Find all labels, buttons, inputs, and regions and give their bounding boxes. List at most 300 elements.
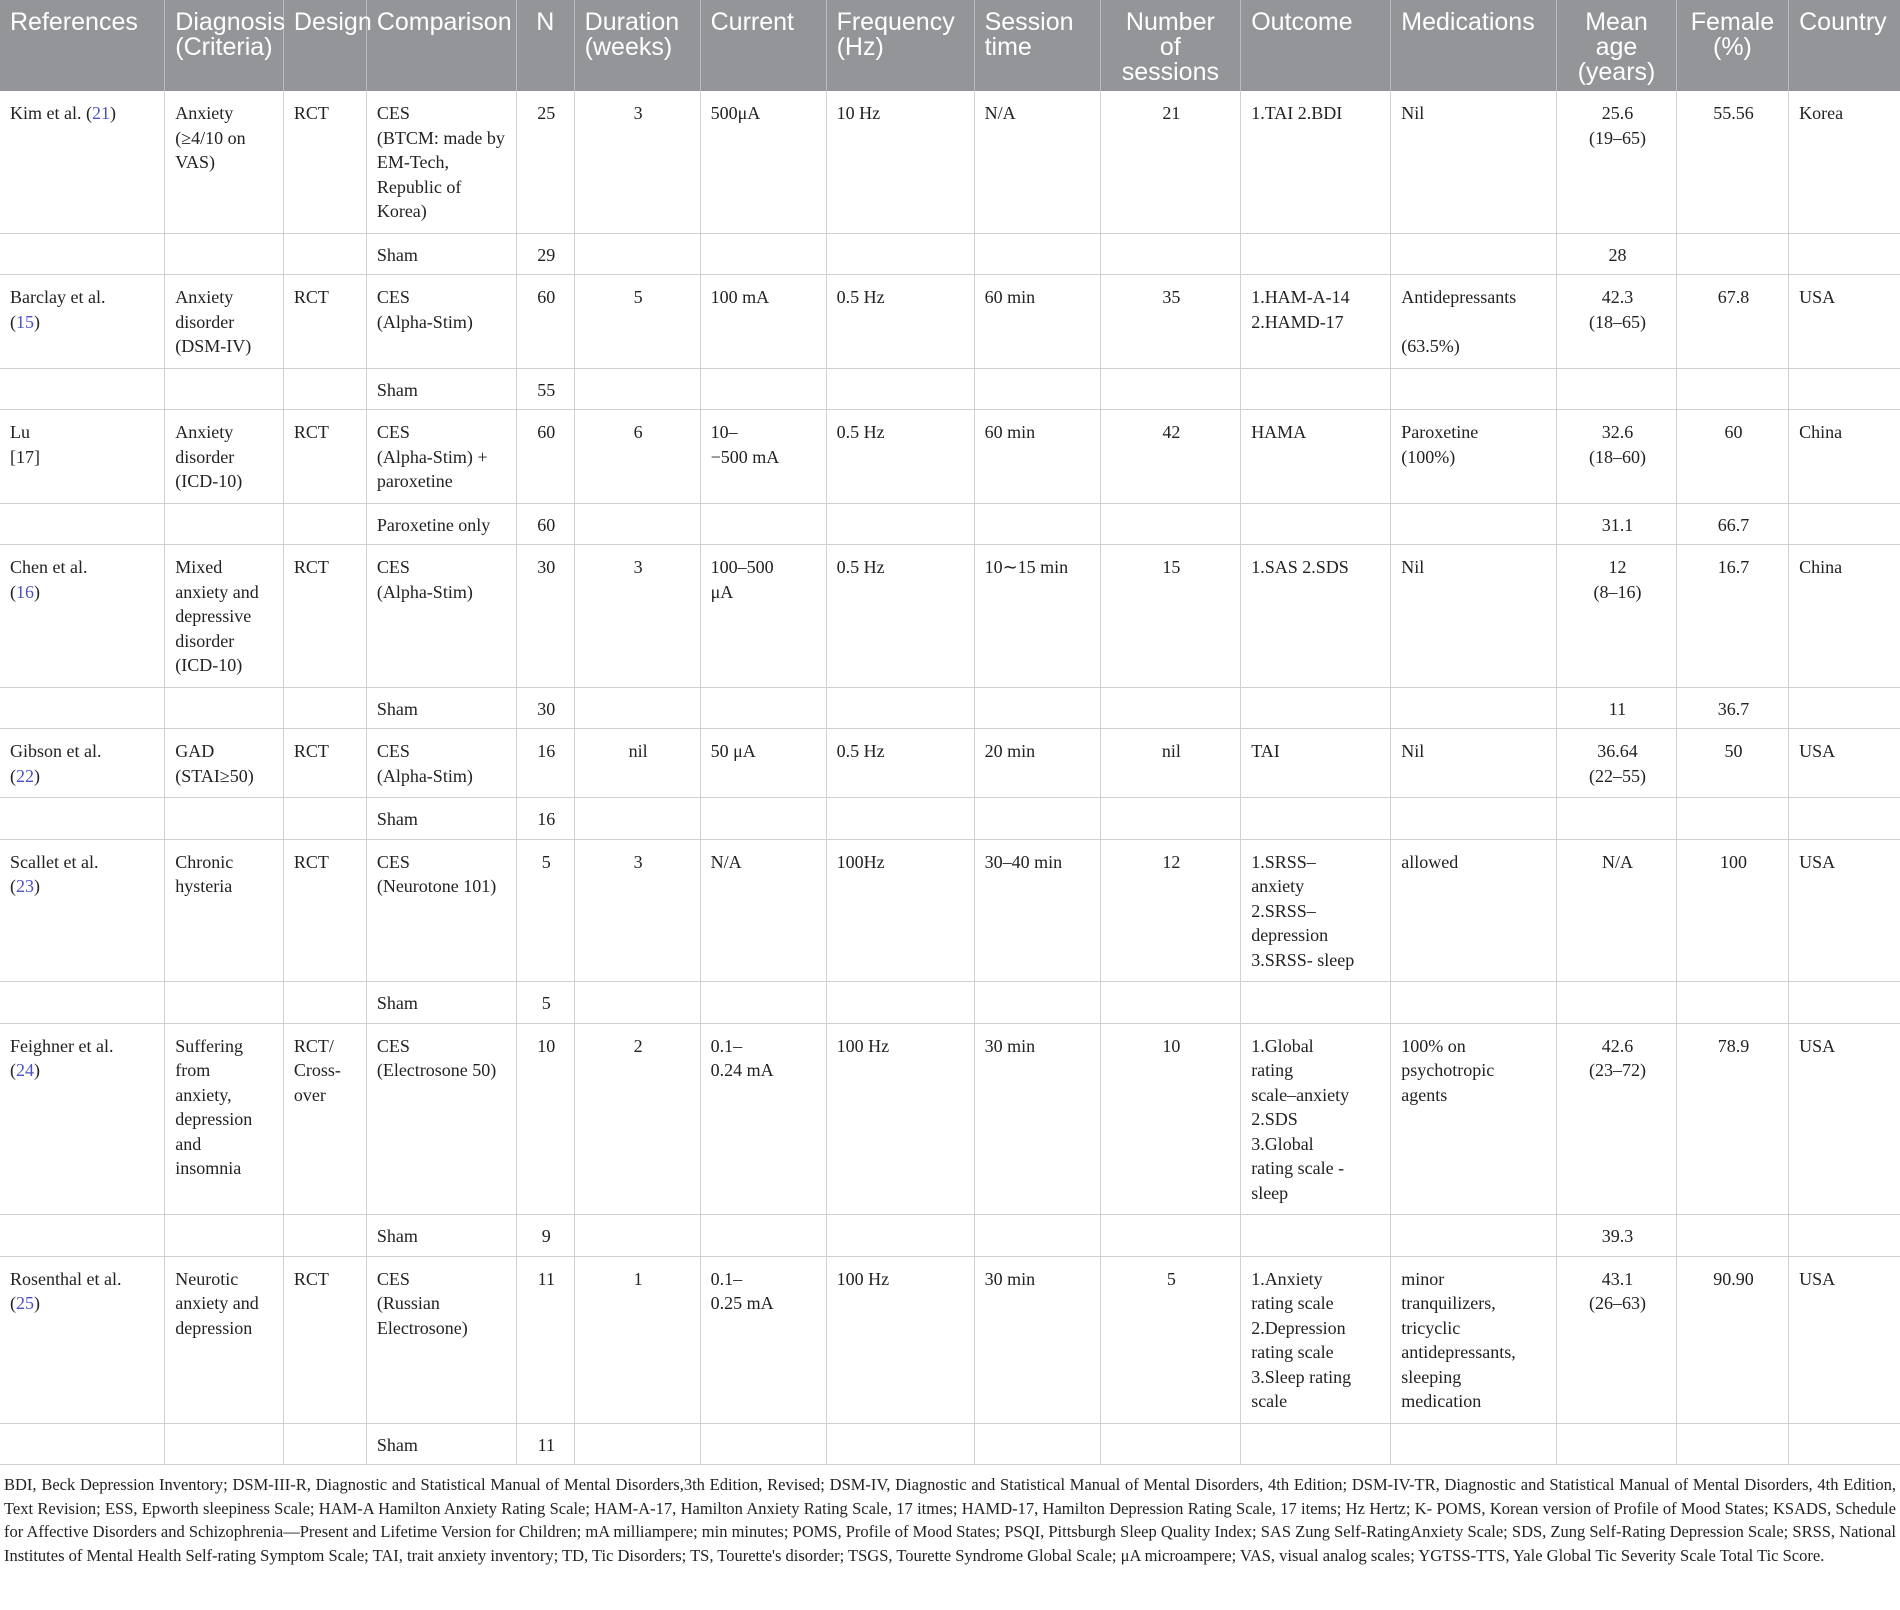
cell-frequency <box>826 798 974 840</box>
cell-references <box>0 368 165 410</box>
header-mean-age-line: Mean <box>1585 8 1648 36</box>
cell-n: 5 <box>516 839 574 982</box>
cell-female-percent <box>1676 1423 1788 1465</box>
cell-comparison: Sham <box>366 1423 516 1465</box>
cell-current <box>700 687 826 729</box>
cell-medications <box>1391 982 1557 1024</box>
cell-session-time <box>974 368 1100 410</box>
header-session-time <box>974 0 1100 91</box>
cell-mean-age <box>1557 798 1677 840</box>
cell-medications <box>1391 233 1557 275</box>
cell-session-time: 20 min <box>974 729 1100 798</box>
cell-number-of-sessions <box>1100 687 1241 729</box>
cell-current <box>700 233 826 275</box>
cell-mean-age: 11 <box>1557 687 1677 729</box>
cell-duration: nil <box>574 729 700 798</box>
cell-duration <box>574 503 700 545</box>
cell-design <box>283 687 366 729</box>
cell-diagnosis <box>165 687 284 729</box>
cell-country: USA <box>1789 1256 1900 1423</box>
cell-mean-age: 36.64 (22–55) <box>1557 729 1677 798</box>
cell-comparison: CES (Neurotone 101) <box>366 839 516 982</box>
table-row-comparator <box>0 798 1900 840</box>
cell-current <box>700 503 826 545</box>
reference-paren: ) <box>109 103 116 123</box>
cell-frequency <box>826 1215 974 1257</box>
cell-n: 25 <box>516 91 574 233</box>
cell-duration <box>574 1423 700 1465</box>
citation-link[interactable]: 16 <box>16 581 34 602</box>
cell-number-of-sessions <box>1100 798 1241 840</box>
cell-references <box>0 1023 165 1215</box>
cell-current: 100 mA <box>700 275 826 369</box>
reference-paren: ) <box>34 765 40 786</box>
cell-current: N/A <box>700 839 826 982</box>
cell-n: 29 <box>516 233 574 275</box>
cell-outcome: 1.TAI 2.BDI <box>1241 91 1391 233</box>
cell-diagnosis <box>165 368 284 410</box>
cell-female-percent: 78.9 <box>1676 1023 1788 1215</box>
cell-female-percent <box>1676 982 1788 1024</box>
cell-frequency <box>826 687 974 729</box>
cell-duration <box>574 687 700 729</box>
cell-country: USA <box>1789 1023 1900 1215</box>
cell-medications <box>1391 503 1557 545</box>
header-references <box>0 0 165 91</box>
header-number-of-sessions-line: sessions <box>1121 58 1219 86</box>
table-row <box>0 410 1900 504</box>
cell-outcome: 1.HAM-A-14 2.HAMD-17 <box>1241 275 1391 369</box>
cell-duration: 5 <box>574 275 700 369</box>
reference-paren: ) <box>34 876 40 896</box>
table-row-comparator <box>0 1423 1900 1465</box>
cell-current <box>700 368 826 410</box>
table-row <box>0 1256 1900 1423</box>
cell-references <box>0 1215 165 1257</box>
cell-session-time <box>974 503 1100 545</box>
cell-n: 16 <box>516 729 574 798</box>
cell-comparison: Sham <box>366 687 516 729</box>
cell-comparison: CES (Alpha-Stim) <box>366 545 516 688</box>
cell-current <box>700 1423 826 1465</box>
cell-frequency <box>826 982 974 1024</box>
cell-design <box>283 368 366 410</box>
cell-references <box>0 91 165 233</box>
cell-session-time: N/A <box>974 91 1100 233</box>
cell-number-of-sessions <box>1100 368 1241 410</box>
cell-mean-age: 43.1 (26–63) <box>1557 1256 1677 1423</box>
cell-outcome <box>1241 1423 1391 1465</box>
cell-country <box>1789 368 1900 410</box>
cell-number-of-sessions: 42 <box>1100 410 1241 504</box>
cell-design: RCT <box>283 410 366 504</box>
cell-female-percent: 67.8 <box>1676 275 1788 369</box>
cell-comparison: Sham <box>366 982 516 1024</box>
cell-medications: allowed <box>1391 839 1557 982</box>
reference-paren: ) <box>34 1060 40 1080</box>
cell-n: 11 <box>516 1423 574 1465</box>
cell-comparison: Sham <box>366 1215 516 1257</box>
cell-duration: 3 <box>574 545 700 688</box>
cell-female-percent: 36.7 <box>1676 687 1788 729</box>
cell-session-time <box>974 798 1100 840</box>
cell-frequency: 100 Hz <box>826 1023 974 1215</box>
cell-female-percent <box>1676 233 1788 275</box>
cell-diagnosis: Mixed anxiety and depressive disorder (ICD-10) <box>165 545 284 688</box>
reference-paren: ) <box>34 311 40 332</box>
table-row-comparator <box>0 368 1900 410</box>
cell-outcome <box>1241 503 1391 545</box>
cell-comparison: Sham <box>366 233 516 275</box>
cell-duration <box>574 798 700 840</box>
cell-current: 10– −500 mA <box>700 410 826 504</box>
header-current <box>700 0 826 91</box>
cell-mean-age <box>1557 368 1677 410</box>
cell-n: 16 <box>516 798 574 840</box>
cell-mean-age: 42.3 (18–65) <box>1557 275 1677 369</box>
cell-diagnosis: GAD (STAI≥50) <box>165 729 284 798</box>
table-row <box>0 839 1900 982</box>
cell-number-of-sessions: 5 <box>1100 1256 1241 1423</box>
cell-diagnosis <box>165 503 284 545</box>
cell-design: RCT <box>283 91 366 233</box>
cell-medications: Paroxetine (100%) <box>1391 410 1557 504</box>
cell-comparison: Sham <box>366 368 516 410</box>
reference-name: Gibson et al. ( <box>10 741 102 786</box>
cell-design <box>283 1423 366 1465</box>
cell-female-percent <box>1676 798 1788 840</box>
cell-female-percent <box>1676 1215 1788 1257</box>
cell-country: USA <box>1789 729 1900 798</box>
cell-references <box>0 275 165 369</box>
cell-session-time <box>974 982 1100 1024</box>
cell-references <box>0 687 165 729</box>
cell-number-of-sessions: 12 <box>1100 839 1241 982</box>
cell-frequency <box>826 503 974 545</box>
header-diagnosis-line: Diagnosis <box>175 8 286 36</box>
header-current-line: Current <box>710 8 794 36</box>
table-row <box>0 729 1900 798</box>
cell-outcome <box>1241 687 1391 729</box>
cell-current: 100–500 μA <box>700 545 826 688</box>
reference-name: Barclay et al. ( <box>10 287 106 332</box>
cell-comparison: CES (Russian Electrosone) <box>366 1256 516 1423</box>
cell-comparison: Sham <box>366 798 516 840</box>
cell-medications <box>1391 798 1557 840</box>
table-row <box>0 1023 1900 1215</box>
header-session-time-line: Session <box>984 8 1074 36</box>
header-female-percent <box>1676 0 1788 91</box>
cell-female-percent: 90.90 <box>1676 1256 1788 1423</box>
table-row <box>0 91 1900 233</box>
table-row-comparator <box>0 233 1900 275</box>
cell-references <box>0 839 165 982</box>
cell-medications: Antidepressants (63.5%) <box>1391 275 1557 369</box>
cell-session-time: 30 min <box>974 1023 1100 1215</box>
header-comparison-line: Comparison <box>376 8 512 36</box>
cell-references <box>0 503 165 545</box>
cell-number-of-sessions: 35 <box>1100 275 1241 369</box>
cell-medications: 100% on psychotropic agents <box>1391 1023 1557 1215</box>
header-medications-line: Medications <box>1401 8 1535 36</box>
reference-name: Scallet et al. ( <box>10 851 99 896</box>
cell-country <box>1789 1423 1900 1465</box>
cell-design: RCT <box>283 729 366 798</box>
cell-session-time <box>974 233 1100 275</box>
header-design <box>283 0 372 91</box>
cell-current <box>700 798 826 840</box>
cell-comparison: CES (BTCM: made by EM-Tech, Republic of Korea) <box>366 91 516 233</box>
cell-mean-age: N/A <box>1557 839 1677 982</box>
cell-references <box>0 798 165 840</box>
citation-link[interactable]: 24 <box>16 1060 34 1080</box>
header-diagnosis-line: (Criteria) <box>175 33 273 61</box>
cell-n: 11 <box>516 1256 574 1423</box>
cell-references <box>0 233 165 275</box>
cell-n: 10 <box>516 1023 574 1215</box>
cell-frequency: 100 Hz <box>826 1256 974 1423</box>
cell-current: 0.1– 0.24 mA <box>700 1023 826 1215</box>
cell-outcome <box>1241 368 1391 410</box>
cell-number-of-sessions <box>1100 1215 1241 1257</box>
cell-n: 60 <box>516 410 574 504</box>
cell-mean-age: 25.6 (19–65) <box>1557 91 1677 233</box>
cell-session-time <box>974 687 1100 729</box>
cell-n: 60 <box>516 503 574 545</box>
header-outcome <box>1241 0 1391 91</box>
cell-design: RCT <box>283 275 366 369</box>
cell-design: RCT/ Cross- over <box>283 1023 366 1215</box>
cell-medications <box>1391 687 1557 729</box>
cell-diagnosis: Suffering from anxiety, depression and insomnia <box>165 1023 284 1215</box>
citation-link[interactable]: 23 <box>16 876 34 896</box>
header-medications <box>1391 0 1557 91</box>
header-duration-line: (weeks) <box>584 33 673 61</box>
table-row-comparator <box>0 687 1900 729</box>
cell-references <box>0 1256 165 1423</box>
cell-outcome: 1.SAS 2.SDS <box>1241 545 1391 688</box>
header-row <box>0 0 1900 91</box>
cell-female-percent: 100 <box>1676 839 1788 982</box>
cell-duration: 6 <box>574 410 700 504</box>
cell-outcome <box>1241 233 1391 275</box>
cell-diagnosis: Anxiety disorder (DSM-IV) <box>165 275 284 369</box>
table-header <box>0 0 1900 91</box>
cell-references: Lu [17] <box>0 410 165 504</box>
cell-current: 500μA <box>700 91 826 233</box>
cell-number-of-sessions <box>1100 233 1241 275</box>
cell-n: 5 <box>516 982 574 1024</box>
cell-outcome <box>1241 982 1391 1024</box>
cell-comparison: CES (Alpha-Stim) <box>366 275 516 369</box>
cell-frequency <box>826 233 974 275</box>
cell-frequency: 100Hz <box>826 839 974 982</box>
cell-design: RCT <box>283 545 366 688</box>
reference-paren: ) <box>34 1293 40 1313</box>
table-row <box>0 545 1900 688</box>
cell-diagnosis: Chronic hysteria <box>165 839 284 982</box>
reference-name: Feighner et al. ( <box>10 1035 114 1080</box>
cell-mean-age: 39.3 <box>1557 1215 1677 1257</box>
cell-design <box>283 233 366 275</box>
cell-female-percent <box>1676 368 1788 410</box>
cell-duration <box>574 982 700 1024</box>
cell-references <box>0 545 165 688</box>
header-number-of-sessions-line: Number <box>1125 8 1215 36</box>
cell-session-time: 60 min <box>974 275 1100 369</box>
citation-link[interactable]: 21 <box>91 103 110 123</box>
cell-duration: 2 <box>574 1023 700 1215</box>
cell-number-of-sessions: 21 <box>1100 91 1241 233</box>
cell-session-time: 10∼15 min <box>974 545 1100 688</box>
cell-design <box>283 503 366 545</box>
cell-references <box>0 729 165 798</box>
cell-number-of-sessions: 10 <box>1100 1023 1241 1215</box>
cell-female-percent: 55.56 <box>1676 91 1788 233</box>
cell-country: Korea <box>1789 91 1900 233</box>
reference-name: Rosenthal et al. ( <box>10 1268 122 1313</box>
cell-session-time: 30 min <box>974 1256 1100 1423</box>
cell-current <box>700 982 826 1024</box>
cell-design <box>283 798 366 840</box>
table-row <box>0 275 1900 369</box>
cell-country: USA <box>1789 839 1900 982</box>
cell-country: China <box>1789 410 1900 504</box>
cell-outcome: HAMA <box>1241 410 1391 504</box>
cell-design <box>283 982 366 1024</box>
cell-current: 0.1– 0.25 mA <box>700 1256 826 1423</box>
cell-female-percent: 16.7 <box>1676 545 1788 688</box>
cell-medications: Nil <box>1391 91 1557 233</box>
cell-frequency: 0.5 Hz <box>826 729 974 798</box>
cell-mean-age: 31.1 <box>1557 503 1677 545</box>
cell-diagnosis: Anxiety (≥4/10 on VAS) <box>165 91 284 233</box>
table-body <box>0 91 1900 1465</box>
cell-mean-age: 12 (8–16) <box>1557 545 1677 688</box>
cell-n: 30 <box>516 545 574 688</box>
cell-current: 50 μA <box>700 729 826 798</box>
citation-link[interactable]: 25 <box>16 1293 34 1313</box>
cell-medications <box>1391 1215 1557 1257</box>
cell-country <box>1789 982 1900 1024</box>
cell-country <box>1789 503 1900 545</box>
header-number-of-sessions <box>1100 0 1241 91</box>
citation-link[interactable]: 22 <box>16 765 34 786</box>
header-country-line: Country <box>1799 8 1887 36</box>
header-n-line: N <box>536 8 555 36</box>
reference-name: Kim et al. ( <box>10 103 92 123</box>
cell-duration: 3 <box>574 839 700 982</box>
cell-outcome: TAI <box>1241 729 1391 798</box>
table-row-comparator <box>0 982 1900 1024</box>
cell-diagnosis <box>165 1215 284 1257</box>
cell-diagnosis <box>165 1423 284 1465</box>
cell-n: 9 <box>516 1215 574 1257</box>
cell-design: RCT <box>283 839 366 982</box>
cell-diagnosis <box>165 233 284 275</box>
cell-country <box>1789 798 1900 840</box>
header-n <box>516 0 574 91</box>
cell-outcome: 1.Anxiety rating scale 2.Depression rating scale 3.Sleep rating scale <box>1241 1256 1391 1423</box>
header-duration <box>574 0 700 91</box>
cell-outcome: 1.SRSS– anxiety 2.SRSS– depression 3.SRSS- sleep <box>1241 839 1391 982</box>
cell-n: 60 <box>516 275 574 369</box>
cell-frequency: 0.5 Hz <box>826 545 974 688</box>
header-female-percent-line: (%) <box>1713 33 1752 61</box>
cell-country <box>1789 233 1900 275</box>
cell-duration <box>574 233 700 275</box>
cell-frequency: 10 Hz <box>826 91 974 233</box>
cell-medications <box>1391 368 1557 410</box>
cell-references <box>0 982 165 1024</box>
header-design-line: Design <box>293 8 372 36</box>
cell-session-time <box>974 1215 1100 1257</box>
header-female-percent-line: Female <box>1690 8 1775 36</box>
header-duration-line: Duration <box>584 8 680 36</box>
header-mean-age-line: age <box>1595 33 1638 61</box>
cell-country <box>1789 687 1900 729</box>
cell-n: 30 <box>516 687 574 729</box>
reference-name: Chen et al. ( <box>10 557 88 602</box>
cell-country <box>1789 1215 1900 1257</box>
cell-references <box>0 1423 165 1465</box>
cell-female-percent: 60 <box>1676 410 1788 504</box>
header-mean-age-line: (years) <box>1577 58 1656 86</box>
cell-country: USA <box>1789 275 1900 369</box>
citation-link[interactable]: 15 <box>16 311 34 332</box>
cell-comparison: CES (Alpha-Stim) <box>366 729 516 798</box>
cell-comparison: CES (Electrosone 50) <box>366 1023 516 1215</box>
header-references-line: References <box>10 8 138 36</box>
cell-mean-age: 32.6 (18–60) <box>1557 410 1677 504</box>
cell-duration <box>574 1215 700 1257</box>
cell-session-time: 60 min <box>974 410 1100 504</box>
cell-outcome <box>1241 1215 1391 1257</box>
cell-n: 55 <box>516 368 574 410</box>
cell-medications: minor tranquilizers, tricyclic antidepressants, sleeping medication <box>1391 1256 1557 1423</box>
cell-current <box>700 1215 826 1257</box>
cell-number-of-sessions <box>1100 503 1241 545</box>
cell-number-of-sessions <box>1100 982 1241 1024</box>
cell-frequency <box>826 1423 974 1465</box>
cell-frequency <box>826 368 974 410</box>
table-row-comparator <box>0 503 1900 545</box>
cell-diagnosis: Neurotic anxiety and depression <box>165 1256 284 1423</box>
cell-diagnosis <box>165 982 284 1024</box>
cell-female-percent: 66.7 <box>1676 503 1788 545</box>
cell-country: China <box>1789 545 1900 688</box>
cell-mean-age <box>1557 982 1677 1024</box>
cell-diagnosis: Anxiety disorder (ICD-10) <box>165 410 284 504</box>
header-diagnosis <box>165 0 284 91</box>
header-frequency-line: Frequency <box>836 8 955 36</box>
cell-duration <box>574 368 700 410</box>
table-footnote: BDI, Beck Depression Inventory; DSM-III-R, Diagnostic and Statistical Manual of Mental Disorders,3th Edition, Revised; DSM-IV, Diagnostic and Statistical Manual of Mental Disorders, 4th Edition; DSM-IV-TR, Diagnostic and Statistical Manual of Mental Disorders, 4th Edition, Text Revision; ESS, Epworth sleepiness Scale; HAM-A Hamilton Anxiety Rating Scale; HAM-A-17, Hamilton Anxiety Rating Scale, 17 itmes; HAMD-17, Hamilton Depression Rating Scale, 17 items; Hz Hertz; K- POMS, Korean version of Profile of Mood States; KSADS, Schedule for Affective Disorders and Schizophrenia—Present and Lifetime Version for Children; mA milliampere; min minutes; POMS, Profile of Mood States; PSQI, Pittsburgh Sleep Quality Index; SAS Zung Self-RatingAnxiety Scale; SDS, Zung Self-Rating Depression Scale; SRSS, National Institutes of Mental Health Self-rating Symptom Scale; TAI, trait anxiety inventory; TD, Tic Disorders; TS, Tourette's disorder; TSGS, Tourette Syndrome Global Scale; μA microampere; VAS, visual analog scales; YGTSS-TTS, Yale Global Tic Severity Scale Total Tic Score. <box>4 1475 1896 1565</box>
cell-mean-age <box>1557 1423 1677 1465</box>
cell-comparison: Paroxetine only <box>366 503 516 545</box>
cell-outcome: 1.Global rating scale–anxiety 2.SDS 3.Global rating scale - sleep <box>1241 1023 1391 1215</box>
cell-number-of-sessions: 15 <box>1100 545 1241 688</box>
cell-duration: 1 <box>574 1256 700 1423</box>
cell-comparison: CES (Alpha-Stim) + paroxetine <box>366 410 516 504</box>
cell-medications: Nil <box>1391 729 1557 798</box>
table-row-comparator <box>0 1215 1900 1257</box>
header-frequency <box>826 0 974 91</box>
header-country <box>1789 0 1900 91</box>
header-mean-age <box>1557 0 1677 91</box>
cell-medications <box>1391 1423 1557 1465</box>
header-session-time-line: time <box>984 33 1032 61</box>
